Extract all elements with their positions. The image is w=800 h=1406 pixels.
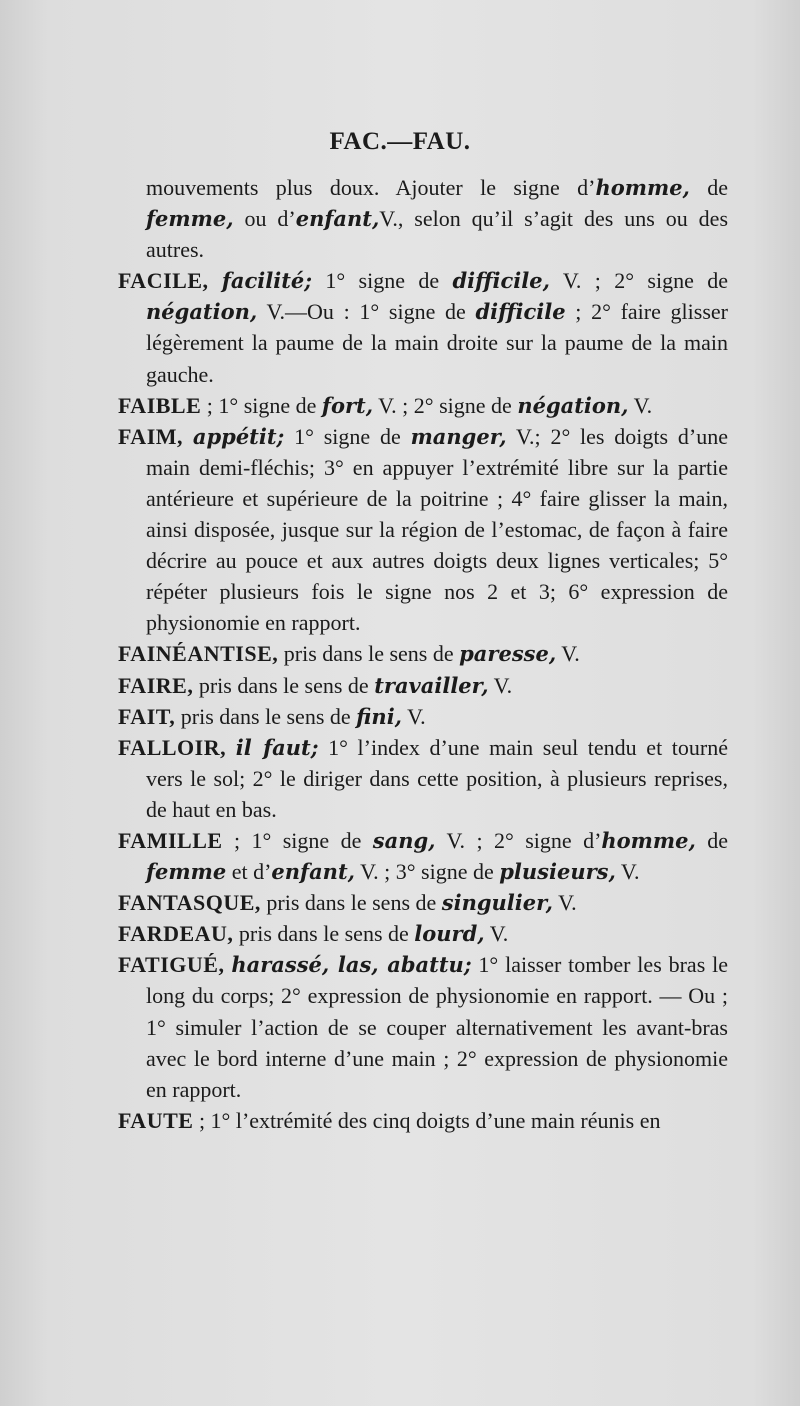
entry-text: ; 1° l’extrémité des cinq doigts d’une main réunis en (193, 1107, 661, 1133)
dictionary-entry (118, 265, 728, 389)
entry-text: pris dans le sens de (278, 641, 460, 667)
entry-text: 1° l’index d’une main seul tendu et tourné vers le sol; 2° le diriger dans cette position, à plusieurs reprises, de haut en bas. (146, 734, 728, 822)
entry-text: 1° signe de (284, 423, 411, 449)
entry-text: V. (615, 859, 640, 885)
entry-text: V. (628, 392, 653, 418)
dictionary-entry (118, 1105, 728, 1136)
entry-headword: FANTASQUE, (118, 890, 261, 916)
dictionary-text (118, 172, 728, 1136)
entry-text: ; 1° signe de (201, 392, 322, 418)
entry-headword: FAIM, (118, 423, 184, 449)
running-header: FAC.—FAU. (329, 128, 471, 155)
entry-headword: FAMILLE (118, 827, 223, 853)
entry-text: V. (401, 703, 426, 729)
entry-headword: FACILE, (118, 268, 209, 294)
cross-reference: plusieurs, (499, 859, 616, 885)
entry-text: V., selon qu’il s’agit des uns ou des autres. (146, 206, 729, 263)
entry-text: 1° laisser tomber les bras le long du corps; 2° expression de physionomie en rapport. — Ou ; 1° simuler l’action de se couper alternativement les avant-bras avec le bord interne d’une main ; 2° expression de physionomie en rapport. (146, 952, 728, 1102)
entry-text (183, 424, 193, 449)
entry-text: pris dans le sens de (233, 921, 415, 947)
cross-reference: manger, (410, 423, 507, 449)
entry-text: mouvements plus doux. Ajouter le signe d’ (146, 175, 596, 200)
entry-text: ou d’ (233, 206, 296, 232)
entry-text: pris dans le sens de (260, 890, 442, 916)
cross-reference: lourd, (414, 921, 485, 947)
entry-text: ; 1° signe de (222, 827, 373, 853)
entry-text (209, 268, 222, 293)
entry-text: V.; 2° les doigts d’une main demi-fléchis; 3° en appuyer l’extrémité libre sur la partie antérieure et supérieure de la poitrine ; 4° faire glisser la main, ainsi disposée, jusque sur la région de l’estomac, de façon à faire décrire au pouce et aux autres doigts deux lignes verticales; 5° répéter plusieurs fois le signe nos 2 et 3; 6° expression de physionomie en rapport. (146, 423, 728, 636)
entry-text: de (695, 827, 728, 853)
cross-reference: homme, (595, 175, 690, 200)
entry-text: V. (488, 672, 513, 698)
entry-headword: FAIT, (118, 703, 176, 729)
dictionary-entry (118, 732, 728, 825)
entry-text: 1° signe de (312, 268, 453, 294)
entry-text: de (689, 175, 729, 200)
dictionary-entry (118, 825, 728, 887)
entry-text: V. ; 2° signe de (549, 268, 728, 294)
entry-text: V. ; 3° signe de (354, 859, 500, 885)
cross-reference: fini, (356, 703, 402, 729)
dictionary-entry (118, 701, 728, 732)
entry-headword: FATIGUÉ, (118, 952, 225, 978)
dictionary-entry (118, 887, 728, 918)
entry-text: pris dans le sens de (193, 672, 375, 698)
cross-reference: fort, (321, 392, 374, 418)
cross-reference: femme, (146, 206, 234, 232)
cross-reference: il faut; (235, 734, 319, 760)
cross-reference: singulier, (441, 890, 553, 916)
cross-reference: appétit; (192, 423, 285, 449)
cross-reference: sang, (372, 827, 436, 853)
cross-reference: homme, (601, 827, 696, 853)
cross-reference: harassé, las, abattu; (231, 952, 472, 978)
entry-headword: FAUTE (118, 1107, 194, 1133)
entry-text: V. (484, 921, 509, 947)
entry-text: V. (552, 890, 577, 916)
cross-reference: paresse, (459, 641, 557, 667)
entry-headword: FAINÉANTISE, (118, 641, 279, 667)
cross-reference: femme (146, 859, 227, 885)
dictionary-entry (118, 390, 728, 421)
entry-headword: FAIRE, (118, 672, 194, 698)
cross-reference: enfant, (271, 859, 355, 885)
cross-reference: enfant, (295, 206, 380, 232)
cross-reference: négation, (146, 299, 258, 325)
entry-text: V. ; 2° signe d’ (435, 827, 602, 853)
cross-reference: difficile (475, 299, 566, 325)
dictionary-entry (118, 421, 728, 639)
dictionary-entry (118, 638, 728, 669)
dictionary-entry (118, 918, 728, 949)
cross-reference: facilité; (221, 268, 313, 294)
entry-text: et d’ (226, 859, 272, 885)
entry-text: ; 2° faire glisser légèrement la paume de la main droite sur la paume de la main gauche. (146, 299, 728, 387)
entry-text: V.—Ou : 1° signe de (257, 299, 476, 325)
entry-headword: FARDEAU, (118, 921, 234, 947)
dictionary-entry (118, 949, 728, 1104)
entry-text: V. (556, 641, 580, 667)
entry-headword: FAIBLE (118, 392, 202, 418)
cross-reference: difficile, (452, 268, 550, 294)
entry-headword: FALLOIR, (118, 734, 227, 760)
entry-text (226, 735, 236, 760)
dictionary-entry (118, 670, 728, 701)
cross-reference: négation, (517, 392, 629, 418)
entry-text: pris dans le sens de (175, 703, 357, 729)
entry-text: V. ; 2° signe de (373, 392, 518, 418)
entry-continuation (118, 172, 728, 265)
cross-reference: travailler, (374, 672, 489, 698)
